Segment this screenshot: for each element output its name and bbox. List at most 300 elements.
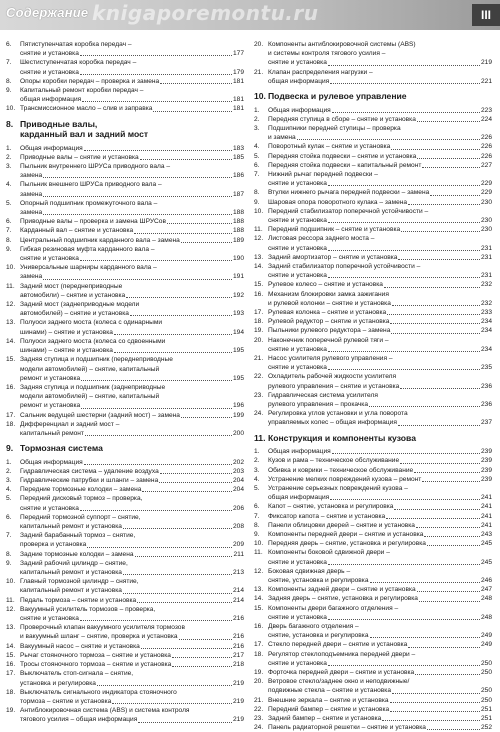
entry-text — [268, 336, 492, 354]
entry-text — [268, 40, 492, 68]
entry-last-line — [20, 660, 244, 669]
page-ref: 179 — [232, 68, 244, 76]
entry-text — [20, 688, 244, 706]
entry-line: Обивка и коврики – техническое обслуживание — [268, 466, 414, 474]
page-ref: 248 — [480, 613, 492, 621]
entry-number: 7. — [6, 227, 12, 235]
toc-entry — [254, 40, 492, 68]
entry-text — [20, 153, 244, 162]
entry-last-line — [268, 530, 492, 539]
entry-last-line — [20, 504, 244, 513]
entry-number: 12. — [6, 605, 16, 613]
entry-line: Рулевой редуктор – снятие и установка — [268, 318, 390, 326]
entry-number: 24. — [254, 410, 264, 418]
dot-leader — [328, 369, 480, 370]
toc-entry — [6, 162, 244, 180]
entry-text — [20, 577, 244, 595]
dot-leader — [408, 647, 480, 648]
toc-entry — [254, 466, 492, 475]
entry-number: 5. — [6, 495, 12, 503]
entry-line: снятие и установка — [20, 255, 79, 263]
page-ref: 245 — [480, 540, 492, 548]
entry-number: 8. — [6, 550, 12, 558]
entry-number: 8. — [6, 77, 12, 85]
entry-line: Устранение серьезных повреждений кузова – — [268, 484, 408, 492]
entry-line: автомобили) – снятие и установка — [20, 291, 126, 299]
entry-line: снятие и установка — [268, 613, 327, 621]
page-ref: 219 — [232, 697, 244, 705]
entry-line: снятие и установка — [268, 558, 327, 566]
page-ref: 251 — [480, 705, 492, 713]
entry-last-line — [20, 171, 244, 180]
entry-number: 11. — [254, 549, 263, 557]
entry-line: Устранение мелких повреждений кузова – ремонт — [268, 475, 422, 483]
page-ref: 236 — [480, 401, 492, 409]
entry-text — [20, 550, 244, 559]
entry-number: 15. — [6, 651, 16, 659]
page-ref: 231 — [480, 272, 492, 280]
entry-text — [268, 308, 492, 317]
entry-line: Передний бампер – снятие и установка — [268, 705, 390, 713]
page-ref: 193 — [232, 310, 244, 318]
dot-leader — [123, 593, 232, 594]
entry-last-line — [268, 418, 492, 427]
page-ref: 181 — [232, 105, 244, 113]
entry-last-line — [20, 401, 244, 410]
page-ref: 181 — [232, 96, 244, 104]
entry-line: Передний тормозной суппорт – снятие, — [20, 513, 141, 521]
dot-leader — [130, 315, 232, 316]
dot-leader — [328, 222, 480, 223]
entry-text — [20, 651, 244, 660]
entry-text — [20, 660, 244, 669]
entry-text — [20, 596, 244, 605]
entry-line: замена — [20, 190, 43, 198]
page-ref: 243 — [480, 530, 492, 538]
toc-entry — [254, 234, 492, 252]
entry-last-line — [20, 550, 244, 559]
dot-leader — [160, 473, 232, 474]
page-ref: 249 — [480, 641, 492, 649]
entry-line: Боковая сдвижная дверь – — [268, 567, 351, 575]
page-ref: 235 — [480, 364, 492, 372]
entry-last-line — [268, 447, 492, 456]
entry-number: 8. — [254, 189, 260, 197]
entry-number: 20. — [254, 41, 264, 48]
entry-last-line — [20, 77, 244, 86]
entry-line: Задние тормозные колодки – замена — [20, 550, 134, 558]
entry-number: 14. — [254, 262, 264, 270]
toc-entry — [254, 391, 492, 409]
page-header — [0, 0, 500, 30]
page-ref: 239 — [480, 475, 492, 483]
entry-text — [268, 594, 492, 603]
entry-line: Поворотный кулак – снятие и установка — [268, 143, 391, 151]
entry-line: Пыльник внешнего ШРУСа приводного вала – — [20, 181, 162, 189]
dot-leader — [142, 491, 232, 492]
dot-leader — [332, 112, 480, 113]
entry-number: 15. — [6, 356, 16, 364]
entry-last-line — [268, 382, 492, 391]
page-ref: 216 — [232, 642, 244, 650]
entry-text — [268, 723, 492, 732]
entry-last-line — [268, 466, 492, 475]
toc-entry — [6, 660, 244, 669]
entry-number: 8. — [254, 521, 260, 529]
toc-entry — [6, 77, 244, 86]
page-ref: 195 — [232, 347, 244, 355]
entry-last-line — [268, 594, 492, 603]
entry-line: Пятиступенчатая коробка передач – — [20, 41, 132, 48]
entry-last-line — [20, 291, 244, 300]
entry-number: 13. — [6, 319, 16, 327]
entry-line: Задний барабанный тормоз – снятие, — [20, 532, 136, 540]
toc-entry — [6, 383, 244, 411]
entry-text — [268, 585, 492, 594]
entry-line: Гибкая резиновая муфта карданного вала – — [20, 245, 155, 253]
entry-last-line — [20, 104, 244, 113]
entry-line: ремонт и установка — [20, 402, 81, 410]
entry-line: Задний бампер – снятие и установка — [268, 715, 382, 723]
entry-line: ремонт и установка — [20, 374, 81, 382]
page-ref: 226 — [480, 143, 492, 151]
entry-line: Тросы стояночного тормоза – снятие и установка — [20, 661, 172, 669]
dot-leader — [370, 637, 480, 638]
toc-entry — [254, 308, 492, 317]
page-ref: 208 — [232, 523, 244, 531]
dot-leader — [328, 564, 480, 565]
entry-last-line — [20, 374, 244, 383]
entry-line: Задний рабочий цилиндр – снятие, — [20, 559, 128, 567]
entry-number: 18. — [254, 650, 264, 658]
dot-leader — [112, 703, 232, 704]
entry-text — [20, 86, 244, 104]
toc-entry — [254, 668, 492, 677]
dot-leader — [328, 250, 480, 251]
dot-leader — [43, 196, 232, 197]
entry-number: 9. — [254, 198, 260, 206]
entry-number: 1. — [6, 144, 12, 152]
entry-line: Педаль тормоза – снятие и установка — [20, 596, 137, 604]
dot-leader — [382, 720, 480, 721]
entry-line: Капитальный ремонт коробки передач – — [20, 87, 144, 95]
entry-line: Рулевое колесо – снятие и установка — [268, 281, 383, 289]
entry-last-line — [20, 144, 244, 153]
toc-entry — [6, 58, 244, 76]
entry-line: Задняя ступица и подшипник (заднеприводные — [20, 383, 166, 391]
dot-leader — [123, 528, 232, 529]
dot-leader — [398, 425, 480, 426]
entry-last-line — [268, 280, 492, 289]
dot-leader — [415, 674, 480, 675]
entry-line: тормоза – снятие и установка — [20, 697, 112, 705]
dot-leader — [384, 287, 480, 288]
watermark: knigaporemontu.ru — [92, 1, 319, 25]
entry-line: Гидравлическая система – удаление воздуха — [20, 467, 159, 475]
dot-leader — [332, 453, 480, 454]
toc-entry — [6, 651, 244, 660]
section-title-line: Приводные валы, — [20, 118, 98, 129]
entry-text — [268, 142, 492, 151]
entry-line: снятие, установка и регулировка — [268, 632, 369, 640]
entry-line: Фиксатор капота – снятие и установка — [268, 512, 386, 520]
entry-line: автомобилей) – снятие и установка — [20, 310, 129, 318]
dot-leader — [387, 314, 480, 315]
entry-text — [20, 513, 244, 531]
page-ref: 192 — [232, 291, 244, 299]
entry-number: 3. — [254, 124, 260, 132]
entry-line: Компоненты передней двери – снятие и установка — [268, 530, 424, 538]
entry-last-line — [268, 521, 492, 530]
entry-last-line — [268, 714, 492, 723]
entry-text — [268, 354, 492, 372]
entry-text — [20, 282, 244, 300]
entry-last-line — [20, 586, 244, 595]
entry-line: общая информация — [268, 494, 330, 502]
toc-entry — [6, 550, 244, 559]
entry-number: 1. — [254, 106, 260, 114]
dot-leader — [330, 499, 480, 500]
entry-line: общая информация — [268, 77, 330, 85]
page-ref: 185 — [232, 153, 244, 161]
entry-line: Приводные валы – проверка и замена ШРУСов — [20, 218, 166, 226]
entry-line: Рулевая колонка – снятие и установка — [268, 308, 387, 316]
entry-text — [268, 512, 492, 521]
entry-line: Задняя ступица и подшипник (переднеприводные — [20, 356, 173, 364]
dot-leader — [80, 260, 232, 261]
entry-last-line — [268, 308, 492, 317]
section-heading — [6, 443, 244, 454]
page-ref: 214 — [232, 596, 244, 604]
entry-number: 23. — [254, 715, 264, 723]
page-ref: 181 — [232, 77, 244, 85]
page-ref: 250 — [480, 659, 492, 667]
page-ref: 194 — [232, 328, 244, 336]
toc-entry — [6, 411, 244, 420]
dot-leader — [328, 185, 480, 186]
entry-number: 17. — [254, 308, 264, 316]
toc-entry — [6, 669, 244, 687]
entry-text — [268, 225, 492, 234]
entry-last-line — [268, 456, 492, 465]
entry-last-line — [20, 596, 244, 605]
dot-leader — [84, 150, 232, 151]
entry-line: тягового усилия – общая информация — [20, 716, 138, 724]
entry-last-line — [268, 558, 492, 567]
entry-text — [268, 447, 492, 456]
dot-leader — [81, 408, 232, 409]
section-title-line: Тормозная система — [20, 443, 103, 454]
toc-entry — [6, 623, 244, 641]
entry-line: Передняя дверь – снятие, установка и регулировка — [268, 540, 426, 548]
dot-leader — [179, 639, 232, 640]
entry-line: рулевого управления – снятие и установка — [268, 382, 400, 390]
entry-line: снятие, установка и регулировка — [268, 576, 369, 584]
entry-line: Выключатель стоп-сигнала – снятие, — [20, 670, 134, 678]
entry-number: 1. — [6, 458, 12, 466]
page-ref: 204 — [232, 477, 244, 485]
entry-line: управляемых колес – общая информация — [268, 419, 397, 427]
dot-leader — [137, 602, 232, 603]
entry-number: 15. — [254, 604, 264, 612]
entry-number: 20. — [254, 336, 264, 344]
dot-leader — [417, 591, 480, 592]
toc-entry — [254, 585, 492, 594]
entry-last-line — [268, 198, 492, 207]
entry-line: и рулевой колонки – снятие и установка — [268, 299, 391, 307]
page-ref: 241 — [480, 503, 492, 511]
entry-line: снятие и установка — [20, 50, 79, 58]
entry-text — [268, 668, 492, 677]
page-ref: 241 — [480, 521, 492, 529]
entry-number: 7. — [6, 59, 12, 67]
dot-leader — [134, 233, 232, 234]
entry-number: 2. — [254, 457, 260, 465]
entry-last-line — [20, 614, 244, 623]
entry-text — [20, 162, 244, 180]
entry-line: Кузов и рама – техническое обслуживание — [268, 457, 400, 465]
entry-line: Регулятор стеклоподъемника передней двери – — [268, 650, 416, 658]
page-ref: 221 — [480, 77, 492, 85]
entry-line: шинами) – снятие и установка — [20, 347, 113, 355]
page-ref: 250 — [480, 669, 492, 676]
entry-text — [268, 622, 492, 640]
entry-line: Наконечник поперечной рулевой тяги – — [268, 336, 389, 344]
entry-line: Панель радиаторной решетки – снятие и установка — [268, 724, 426, 732]
page-ref: 188 — [232, 227, 244, 235]
entry-line: Передняя стойка подвески – снятие и установка — [268, 152, 417, 160]
entry-text — [268, 548, 492, 566]
entry-last-line — [20, 226, 244, 235]
dot-leader — [328, 65, 480, 66]
entry-last-line — [268, 576, 492, 585]
dot-leader — [390, 702, 480, 703]
entry-line: и замена — [268, 134, 296, 142]
toc-entry — [6, 706, 244, 724]
entry-number: 5. — [6, 199, 12, 207]
entry-line: Компоненты задней двери – снятие и установка — [268, 586, 416, 594]
page-ref: 214 — [232, 587, 244, 595]
page-ref: 211 — [233, 550, 244, 558]
entry-line: Механизм блокировки замка зажигания — [268, 290, 389, 298]
toc-entry — [6, 300, 244, 318]
entry-line: Главный тормозной цилиндр – снятие, — [20, 578, 139, 586]
entry-number: 7. — [6, 532, 12, 540]
entry-line: Центральный подшипник карданного вала – замена — [20, 236, 180, 244]
entry-number: 4. — [6, 486, 12, 494]
toc-entry — [6, 40, 244, 58]
entry-last-line — [268, 705, 492, 714]
dot-leader — [392, 305, 480, 306]
dot-leader — [81, 380, 232, 381]
toc-entry — [254, 484, 492, 502]
toc-entry — [254, 512, 492, 521]
entry-text — [20, 642, 244, 651]
toc-entry — [254, 225, 492, 234]
entry-last-line — [268, 58, 492, 67]
toc-entry — [254, 475, 492, 484]
entry-line: и системы контроля тягового усилия – — [268, 50, 386, 58]
entry-text — [20, 383, 244, 411]
page-ref: 245 — [480, 558, 492, 566]
entry-text — [268, 207, 492, 225]
toc-entry — [6, 688, 244, 706]
entry-last-line — [20, 467, 244, 476]
toc-entry — [6, 513, 244, 531]
entry-last-line — [268, 345, 492, 354]
entry-last-line — [268, 493, 492, 502]
entry-number: 12. — [254, 235, 264, 243]
toc-entry — [6, 420, 244, 438]
dot-leader — [390, 323, 480, 324]
entry-number: 12. — [254, 567, 264, 575]
entry-line: снятие и установка — [268, 345, 327, 353]
entry-text — [20, 77, 244, 86]
toc-right-column — [254, 40, 492, 732]
entry-text — [20, 531, 244, 549]
page-ref: 199 — [232, 411, 244, 419]
dot-leader — [172, 666, 232, 667]
entry-text — [20, 300, 244, 318]
toc-entry — [254, 142, 492, 151]
entry-last-line — [20, 272, 244, 281]
entry-text — [20, 180, 244, 198]
entry-line: Компоненты боковой сдвижной двери – — [268, 549, 390, 557]
entry-number: 20. — [254, 678, 264, 686]
entry-number: 17. — [254, 641, 264, 649]
dot-leader — [416, 527, 480, 528]
entry-line: замена — [20, 273, 43, 281]
entry-last-line — [268, 225, 492, 234]
entry-line: Общая информация — [268, 106, 331, 114]
page-ref: 232 — [480, 281, 492, 289]
entry-text — [268, 650, 492, 668]
toc-entry — [254, 326, 492, 335]
toc-entry — [6, 263, 244, 281]
entry-number: 2. — [254, 115, 260, 123]
entry-line: проверка и установка — [20, 541, 87, 549]
entry-text — [268, 567, 492, 585]
entry-last-line — [20, 328, 244, 337]
entry-number: 12. — [6, 301, 16, 309]
toc-entry — [254, 548, 492, 566]
entry-line: модели автомобилей) – снятие, капитальный — [20, 393, 160, 401]
page-ref: 252 — [480, 724, 492, 732]
page-ref: 226 — [480, 134, 492, 142]
entry-line: Охладитель рабочей жидкости усилителя — [268, 373, 397, 381]
entry-last-line — [20, 190, 244, 199]
toc-entry — [254, 622, 492, 640]
entry-text — [268, 68, 492, 86]
dot-leader — [80, 74, 232, 75]
entry-line: Стекло передней двери – снятие и установка — [268, 641, 408, 649]
page-ref: 239 — [480, 457, 492, 465]
page-ref: 213 — [232, 569, 244, 577]
entry-last-line — [268, 244, 492, 253]
toc-entry — [254, 604, 492, 622]
dot-leader — [390, 711, 480, 712]
toc-entry — [6, 596, 244, 605]
entry-line: Передний стабилизатор поперечной устойчивости – — [268, 207, 429, 215]
toc-entry — [254, 336, 492, 354]
entry-number: 3. — [254, 466, 260, 474]
dot-leader — [135, 556, 233, 557]
entry-text — [20, 559, 244, 577]
entry-last-line — [268, 152, 492, 161]
entry-number: 11. — [6, 282, 15, 290]
entry-line: Панели облицовки дверей – снятие и установка — [268, 521, 415, 529]
section-title-line: Подвеска и рулевое управление — [268, 91, 407, 102]
